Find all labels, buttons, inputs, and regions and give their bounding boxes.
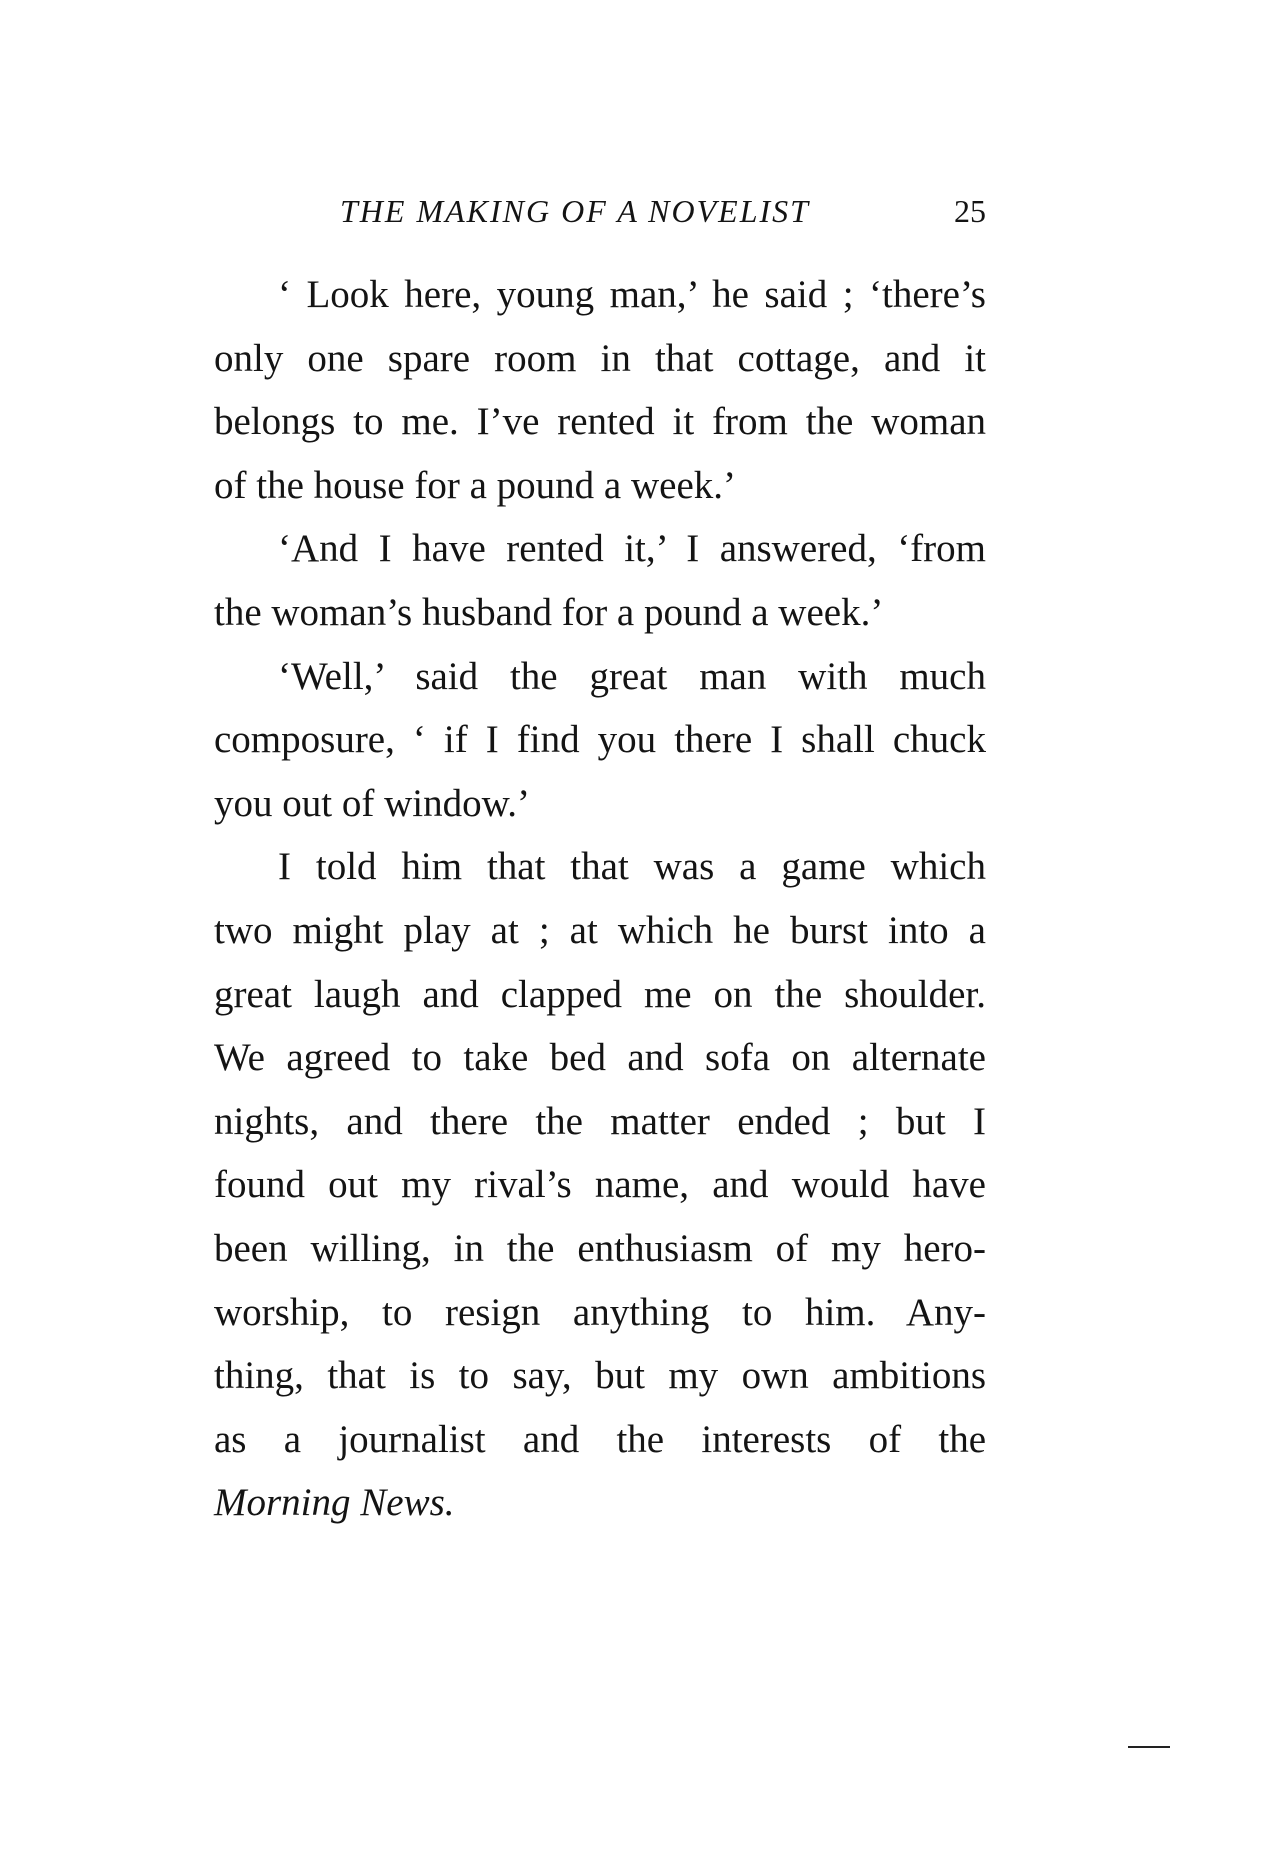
running-title: THE MAKING OF A NOVELIST: [340, 193, 810, 229]
text-line: I told him that that was a game which: [278, 845, 986, 889]
text-line: of the house for a pound a week.’: [214, 463, 736, 507]
text-line: found out my rival’s name, and would have: [214, 1163, 986, 1207]
text-line: ‘Well,’ said the great man with much: [278, 654, 986, 698]
text-line: thing, that is to say, but my own ambitions: [214, 1354, 986, 1398]
text-line: composure, ‘ if I find you there I shall chuck: [214, 718, 986, 762]
running-header: [340, 186, 986, 236]
text-line: ‘And I have rented it,’ I answered, ‘from: [278, 527, 986, 571]
text-line: two might play at ; at which he burst into a: [214, 908, 986, 952]
text-line: only one spare room in that cottage, and it: [214, 336, 986, 380]
text-line: belongs to me. I’ve rented it from the woman: [214, 400, 986, 444]
text-line: been willing, in the enthusiasm of my hero-: [214, 1226, 986, 1270]
text-line: as a journalist and the interests of the: [214, 1417, 986, 1461]
text-line: ‘ Look here, young man,’ he said ; ‘there’s: [278, 273, 986, 316]
page-number: 25: [954, 193, 986, 229]
body-text: [214, 263, 986, 1535]
printer-dash-mark: [1128, 1746, 1170, 1748]
text-line: We agreed to take bed and sofa on alternate: [214, 1036, 986, 1080]
text-line: worship, to resign anything to him. Any-: [214, 1290, 986, 1334]
text-line-italic: Morning News.: [214, 1481, 455, 1525]
text-line: the woman’s husband for a pound a week.’: [214, 590, 884, 634]
text-line: you out of window.’: [214, 781, 530, 825]
text-line: great laugh and clapped me on the shoulder.: [214, 972, 986, 1016]
text-line: nights, and there the matter ended ; but I: [214, 1099, 986, 1143]
